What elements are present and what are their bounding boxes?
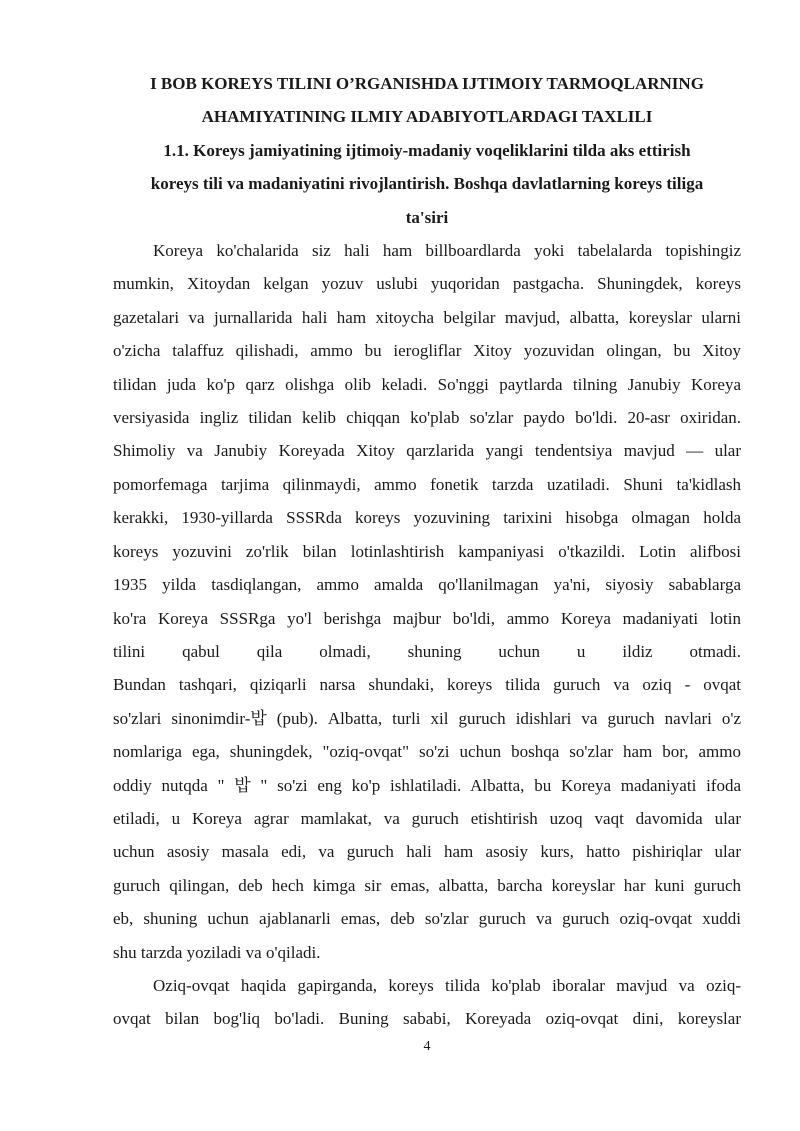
- paragraph-line: etiladi, u Koreya agrar mamlakat, va guruch etishtirish uzoq vaqt davomida ular: [113, 808, 741, 828]
- paragraph-line: uchun asosiy masala edi, va guruch hali ham asosiy kurs, hatto pishiriqlar ular: [113, 842, 741, 862]
- paragraph-line: nomlariga ega, shuningdek, "oziq-ovqat" so'zi uchun boshqa so'zlar ham bor, ammo: [113, 742, 741, 762]
- paragraph-line: guruch qilingan, deb hech kimga sir emas, albatta, barcha koreyslar har kuni guruch: [113, 875, 741, 895]
- paragraph-line: Koreya ko'chalarida siz hali ham billboardlarda yoki tabelalarda topishingiz: [153, 241, 741, 261]
- paragraph-line: tilidan juda ko'p qarz olishga olib keladi. So'nggi paytlarda tilning Janubiy Koreya: [113, 374, 741, 394]
- paragraph-line: 1935 yilda tasdiqlangan, ammo amalda qo'llanilmagan ya'ni, siyosiy sabablarga: [113, 575, 741, 595]
- page-number: 4: [423, 1039, 431, 1054]
- paragraph-line: o'zicha talaffuz qilishadi, ammo bu ierogliflar Xitoy yozuvidan olingan, bu Xitoy: [113, 341, 741, 361]
- section-heading-line: 1.1. Koreys jamiyatining ijtimoiy-madaniy voqeliklarini tilda aks ettirish: [163, 140, 691, 160]
- paragraph-line: kerakki, 1930-yillarda SSSRda koreys yozuvining tarixini hisobga olmagan holda: [113, 508, 741, 528]
- paragraph-line: versiyasida ingliz tilidan kelib chiqqan ko'plab so'zlar paydo bo'ldi. 20-asr oxiridan.: [113, 408, 741, 428]
- chapter-heading-line: I BOB KOREYS TILINI O’RGANISHDA IJTIMOIY TARMOQLARNING: [150, 74, 704, 93]
- paragraph-line: pomorfemaga tarjima qilinmaydi, ammo fonetik tarzda uzatiladi. Shuni ta'kidlash: [113, 474, 741, 494]
- paragraph-line: Bundan tashqari, qiziqarli narsa shundaki, koreys tilida guruch va oziq - ovqat: [113, 675, 741, 695]
- paragraph-line: ovqat bilan bog'liq bo'ladi. Buning sababi, Koreyada oziq-ovqat dini, koreyslar: [113, 1009, 741, 1029]
- paragraphs: [113, 234, 741, 1036]
- paragraph-line: gazetalari va jurnallarida hali ham xitoycha belgilar mavjud, albatta, koreyslar ularni: [113, 307, 741, 327]
- section-heading-line: koreys tili va madaniyatini rivojlantirish. Boshqa davlatlarning koreys tiliga: [150, 174, 704, 194]
- paragraph-line: koreys yozuvini zo'rlik bilan lotinlashtirish kampaniyasi o'tkazildi. Lotin alifbosi: [113, 541, 741, 561]
- paragraph-line: oddiy nutqda " 밥 " so'zi eng ko'p ishlatiladi. Albatta, bu Koreya madaniyati ifoda: [113, 775, 741, 795]
- paragraph-line: Shimoliy va Janubiy Koreyada Xitoy qarzlarida yangi tendentsiya mavjud — ular: [113, 441, 741, 461]
- document-content: [113, 67, 741, 1036]
- section-heading-line: ta'siri: [405, 207, 449, 227]
- paragraph-line: eb, shuning uchun ajablanarli emas, deb so'zlar guruch va guruch oziq-ovqat xuddi: [113, 909, 741, 929]
- paragraph-line: tilini qabul qila olmadi, shuning uchun u ildiz otmadi.: [113, 641, 741, 661]
- paragraph-line: Oziq-ovqat haqida gapirganda, koreys tilida ko'plab iboralar mavjud va oziq-: [153, 975, 741, 995]
- chapter-heading: [73, 67, 781, 234]
- paragraph-line: ko'ra Koreya SSSRga yo'l berishga majbur bo'ldi, ammo Koreya madaniyati lotin: [113, 608, 741, 628]
- paragraph-line: mumkin, Xitoydan kelgan yozuv uslubi yuqoridan pastgacha. Shuningdek, koreys: [113, 274, 741, 294]
- chapter-heading-line: AHAMIYATINING ILMIY ADABIYOTLARDAGI TAXLILI: [201, 107, 653, 127]
- paragraph-line: shu tarzda yoziladi va o'qiladi.: [113, 942, 321, 962]
- paragraph-line: so'zlari sinonimdir-밥 (pub). Albatta, turli xil guruch idishlari va guruch navlari o'z: [113, 708, 741, 728]
